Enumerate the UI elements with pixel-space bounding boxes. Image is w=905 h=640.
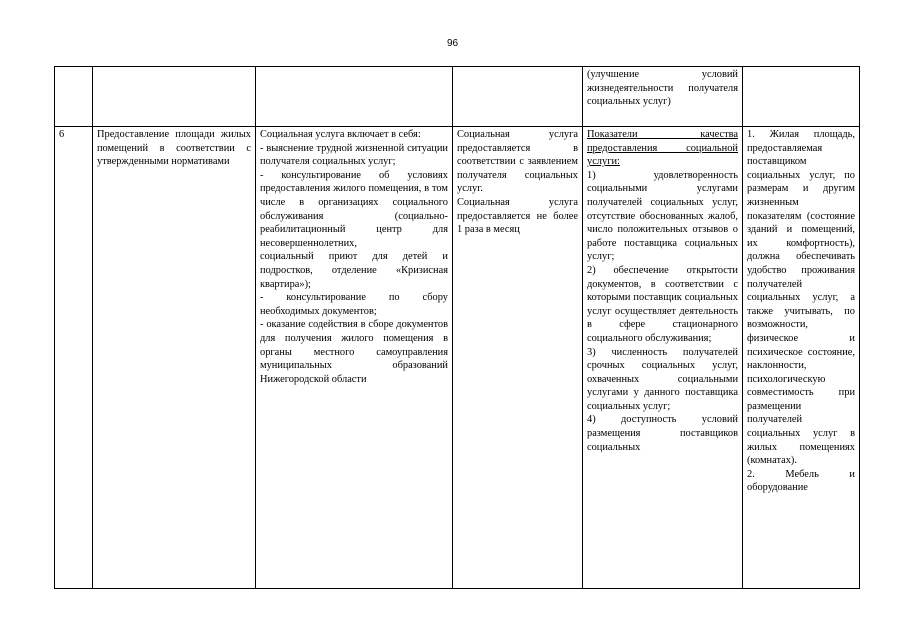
content-line: Социальная услуга включает в себя: (260, 129, 421, 140)
quality-item: 2) обеспечение открытости документов, в соответствии с которыми поставщик социальных услуг осуществляет деятельность в сфере стационарного социального обслуживания; (587, 264, 738, 344)
terms-line: Социальная услуга предоставляется не более 1 раза в месяц (457, 196, 578, 236)
conditions-item: 2. Мебель и оборудование (747, 468, 855, 494)
content-line: - консультирование по сбору необходимых документов; (260, 292, 448, 317)
cell-quality (583, 67, 743, 127)
cell-conditions (743, 67, 860, 127)
cell-conditions (743, 127, 860, 589)
cell-content (256, 67, 453, 127)
terms-line: Социальная услуга предоставляется в соответствии с заявлением получателя социальных услуг. (457, 129, 578, 195)
row-number: 6 (59, 129, 65, 140)
quality-item: 4) доступность условий размещения поставщиков социальных (587, 414, 738, 453)
table-row (55, 127, 860, 589)
cell-terms (453, 127, 583, 589)
table-row (55, 67, 860, 127)
cell-service-name (93, 67, 256, 127)
content-line: - выяснение трудной жизненной ситуации получателя социальных услуг; (260, 142, 448, 168)
page-number: 96 (446, 38, 459, 49)
cell-quality (583, 127, 743, 589)
content-line: - оказание содействия в сборе документов для получения жилого помещения в органы местного самоуправления муниципальных образований Нижегородской области (260, 319, 448, 385)
cell-content (256, 127, 453, 589)
quality-continuation: (улучшение условий жизнедеятельности получателя социальных услуг) (587, 69, 738, 108)
content-line: социальный приют для детей и подростков, отделение «Кризисная квартира»); (260, 251, 448, 290)
quality-item: 1) удовлетворенность социальными услугами получателей социальных услуг, отсутствие обоснованных жалоб, число положительных отзывов о работе поставщика социальных услуг; (587, 169, 738, 263)
cell-number (55, 127, 93, 589)
content-line: - консультирование об условиях предоставления жилого помещения, в том числе в организациях социального обслуживания (социально-реабилитационный центр для несовершеннолетних, (260, 169, 448, 249)
cell-service-name (93, 127, 256, 589)
quality-item: 3) численность получателей срочных социальных услуг, охваченных социальными услугами у данного поставщика социальных услуг; (587, 346, 738, 412)
standards-table (54, 66, 860, 589)
cell-number (55, 67, 93, 127)
quality-heading: Показатели качества предоставления социальной услуги: (587, 129, 738, 168)
cell-terms (453, 67, 583, 127)
conditions-item: 1. Жилая площадь, предоставляемая поставщиком социальных услуг, по размерам и другим жизненным показателям (состояние зданий и помещений, их комфортность), должна обеспечивать удобство проживания получателей социальных услуг, а также учитывать, по возможности, физическое и психическое состояние, наклонности, психологическую совместимость при размещении получателей социальных услуг в жилых помещениях (комнатах). (747, 129, 855, 467)
service-name: Предоставление площади жилых помещений в соответствии с утвержденными нормативами (97, 129, 251, 168)
